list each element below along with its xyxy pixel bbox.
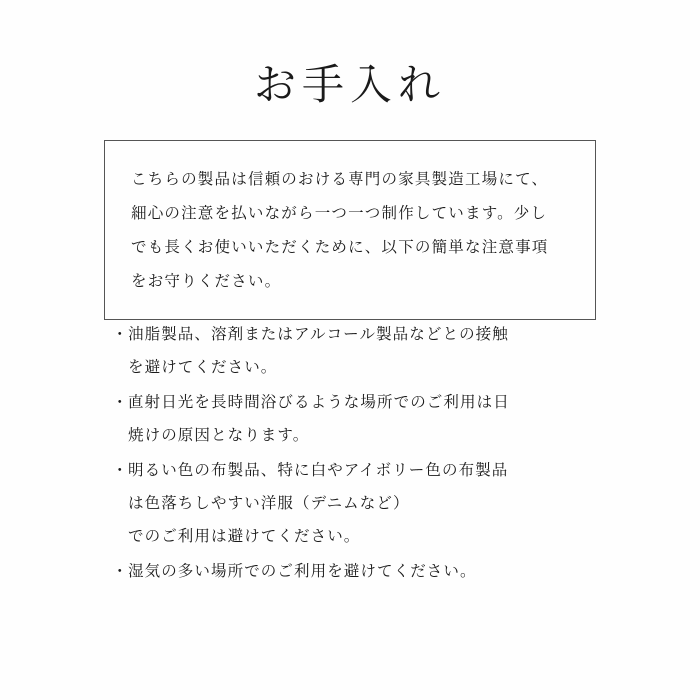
- list-item: [112, 386, 632, 452]
- bullet-marker: ・: [112, 563, 129, 580]
- list-item-line: 焼けの原因となります。: [128, 427, 310, 444]
- notice-line: 細心の注意を払いながら一つ一つ制作しています。少し: [131, 205, 548, 222]
- list-item: [112, 454, 632, 553]
- bullet-marker: ・: [112, 394, 129, 411]
- list-item-line: 明るい色の布製品、特に白やアイボリー色の布製品: [128, 462, 509, 479]
- list-item: [112, 555, 632, 588]
- notice-line: をお守りください。: [131, 273, 282, 290]
- notice-line: でも長くお使いいただくために、以下の簡単な注意事項: [131, 239, 549, 256]
- list-item-line: でのご利用は避けてください。: [128, 528, 361, 545]
- list-item-text: [128, 555, 632, 588]
- page-title: お手入れ: [253, 60, 446, 109]
- notice-box: [104, 140, 596, 320]
- bullet-marker: ・: [112, 462, 129, 479]
- list-item-text: [128, 454, 632, 553]
- list-item-line: 湿気の多い場所でのご利用を避けてください。: [128, 563, 477, 580]
- notice-line: こちらの製品は信頼のおける専門の家具製造工場にて、: [131, 171, 549, 188]
- bullet-list: [112, 318, 632, 590]
- list-item-line: を避けてください。: [128, 359, 278, 376]
- list-item-line: 油脂製品、溶剤またはアルコール製品などとの接触: [128, 326, 509, 343]
- list-item-text: [128, 386, 632, 452]
- list-item-line: は色落ちしやすい洋服（デニムなど）: [128, 495, 410, 512]
- list-item-text: [128, 318, 632, 384]
- list-item: [112, 318, 632, 384]
- list-item-line: 直射日光を長時間浴びるような場所でのご利用は日: [128, 394, 510, 411]
- bullet-marker: ・: [112, 326, 129, 343]
